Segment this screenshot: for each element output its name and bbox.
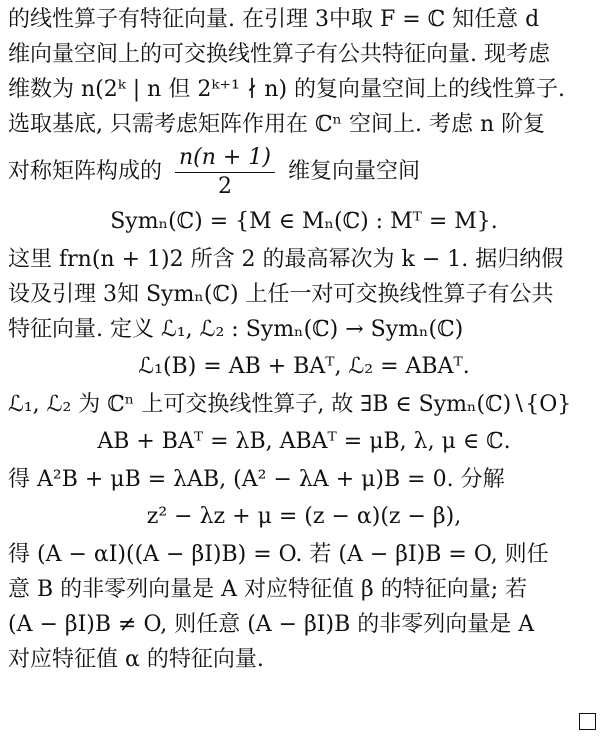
fraction-numerator: n(n + 1) xyxy=(175,144,275,173)
text-line-with-fraction xyxy=(8,142,600,202)
equation-sym: Symₙ(ℂ) = {M ∈ Mₙ(ℂ) : Mᵀ = M}. xyxy=(110,209,498,234)
text-line: 得 A²B + μB = λAB, (A² − λA + μ)B = 0. 分解 xyxy=(8,467,505,492)
text-segment: 维复向量空间 xyxy=(287,159,420,184)
text-line: 对应特征值 α 的特征向量. xyxy=(8,647,264,672)
text-line: 这里 frn(n + 1)2 所含 2 的最高幂次为 k − 1. 据归纳假 xyxy=(8,247,564,272)
text-line: ℒ₁, ℒ₂ 为 ℂⁿ 上可交换线性算子, 故 ∃B ∈ Symₙ(ℂ)∖{O} xyxy=(8,392,572,417)
equation-factor: z² − λz + μ = (z − α)(z − β), xyxy=(146,504,462,529)
text-line: 选取基底, 只需考虑矩阵作用在 ℂⁿ 空间上. 考虑 n 阶复 xyxy=(8,112,546,137)
text-line: 特征向量. 定义 ℒ₁, ℒ₂ : Symₙ(ℂ) → Symₙ(ℂ) xyxy=(8,317,464,342)
text-segment: 对称矩阵构成的 xyxy=(8,159,163,184)
text-line: 的线性算子有特征向量. 在引理 3中取 F = ℂ 知任意 d xyxy=(8,7,540,32)
text-line: 维数为 n(2ᵏ | n 但 2ᵏ⁺¹ ∤ n) 的复向量空间上的线性算子. xyxy=(8,77,566,102)
qed-square-icon xyxy=(579,713,596,730)
text-line: 维向量空间上的可交换线性算子有公共特征向量. 现考虑 xyxy=(8,42,550,67)
text-line: (A − βI)B ≠ O, 则任意 (A − βI)B 的非零列向量是 A xyxy=(8,612,535,637)
text-line: 设及引理 3知 Symₙ(ℂ) 上任一对可交换线性算子有公共 xyxy=(8,282,554,307)
fraction-denominator: 2 xyxy=(217,173,232,199)
text-line: 得 (A − αI)((A − βI)B) = O. 若 (A − βI)B = O, 则任 xyxy=(8,542,549,567)
fraction xyxy=(175,144,275,201)
text-line: 意 B 的非零列向量是 A 对应特征值 β 的特征向量; 若 xyxy=(8,577,528,602)
equation-eigen: AB + BAᵀ = λB, ABAᵀ = μB, λ, μ ∈ ℂ. xyxy=(97,429,511,454)
equation-operators: ℒ₁(B) = AB + BAᵀ, ℒ₂ = ABAᵀ. xyxy=(138,354,470,379)
